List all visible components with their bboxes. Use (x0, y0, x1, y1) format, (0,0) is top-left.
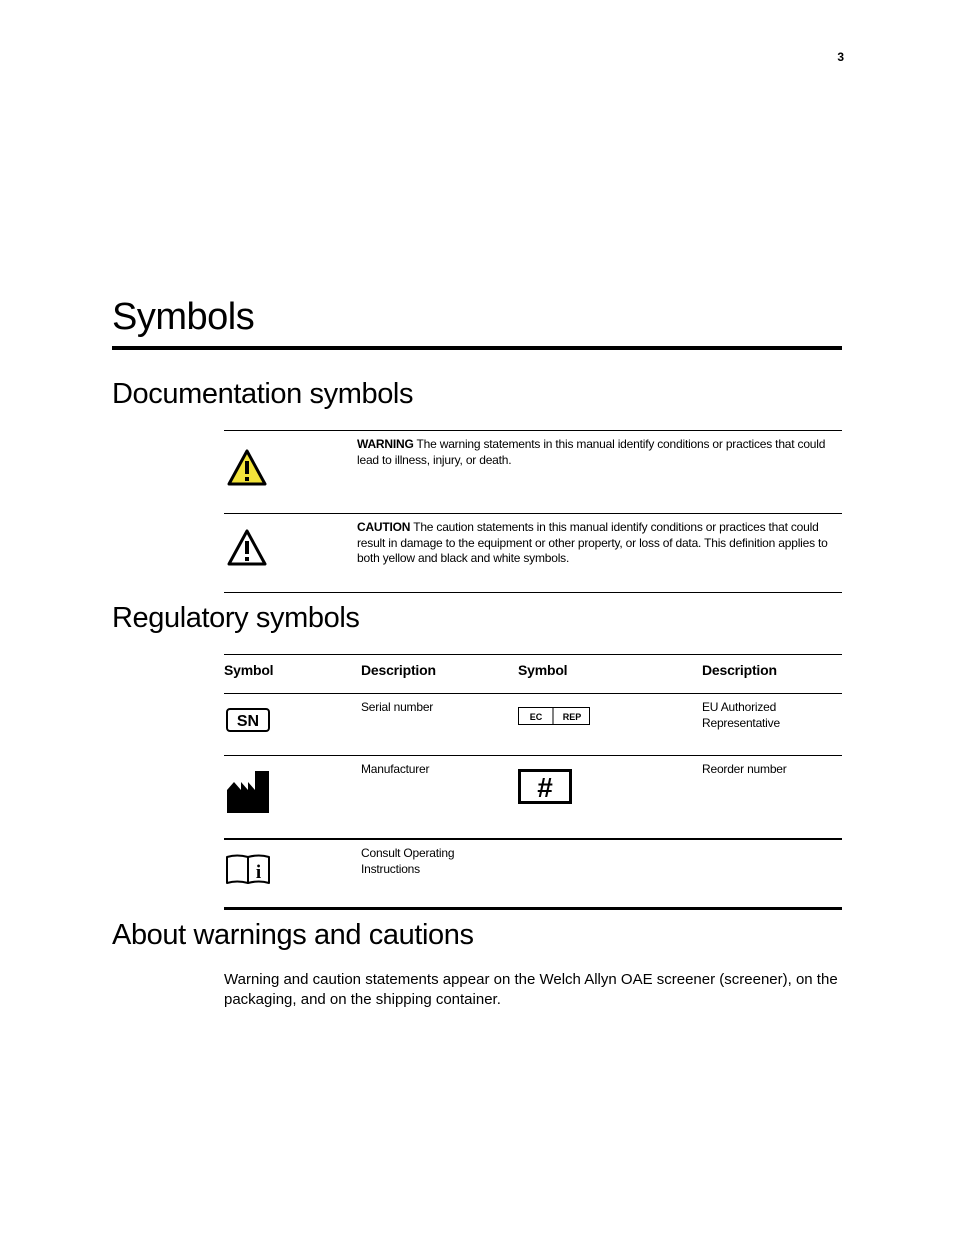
eu-rep-desc: EU Authorized Representative (702, 700, 780, 730)
serial-number-desc: Serial number (361, 700, 434, 714)
doc-rule-bottom (224, 592, 842, 593)
sn-text: SN (236, 713, 260, 730)
rep-text: REP (562, 712, 582, 722)
doc-rule-middle (224, 513, 842, 514)
title-rule (112, 346, 842, 350)
reg-rule-header (224, 693, 842, 694)
documentation-heading: Documentation symbols (112, 378, 414, 410)
caution-statement (357, 520, 837, 567)
caution-label: CAUTION (357, 520, 411, 534)
ec-text: EC (529, 712, 543, 722)
serial-number-icon (226, 708, 270, 732)
header-description-1: Description (361, 662, 436, 678)
info-text: i (255, 862, 262, 883)
reorder-number-icon (518, 769, 572, 804)
warning-label: WARNING (357, 437, 414, 451)
warning-statement (357, 437, 837, 468)
page-number: 3 (837, 50, 844, 64)
consult-instructions-icon (225, 853, 271, 885)
caution-triangle-icon (226, 528, 268, 568)
regulatory-heading: Regulatory symbols (112, 602, 360, 634)
reg-rule-bottom (224, 907, 842, 910)
about-text: Warning and caution statements appear on the Welch Allyn OAE screener (screener), on the packaging, and on the shipping container. (224, 971, 838, 1008)
warning-text: The warning statements in this manual identify conditions or practices that could lead to illness, injury, or death. (357, 437, 826, 467)
header-description-2: Description (702, 662, 777, 678)
consult-instructions-desc: Consult Operating Instructions (361, 846, 455, 876)
reg-rule-top (224, 654, 842, 655)
header-symbol-2: Symbol (518, 662, 568, 678)
caution-text: The caution statements in this manual identify conditions or practices that could result in damage to the equipment or other property, or loss of data. This definition applies to both yellow and black and white symbols. (357, 520, 828, 565)
reg-rule-row1 (224, 755, 842, 756)
ec-rep-icon (518, 707, 591, 726)
manufacturer-desc: Manufacturer (361, 762, 430, 776)
page-title: Symbols (112, 296, 255, 338)
warning-yellow-triangle-icon (226, 448, 268, 488)
reg-rule-row2 (224, 838, 842, 840)
hash-text: # (537, 772, 553, 803)
manufacturer-icon (226, 770, 270, 814)
header-symbol-1: Symbol (224, 662, 274, 678)
doc-rule-top (224, 430, 842, 431)
reorder-number-desc: Reorder number (702, 762, 787, 776)
about-heading: About warnings and cautions (112, 919, 474, 951)
